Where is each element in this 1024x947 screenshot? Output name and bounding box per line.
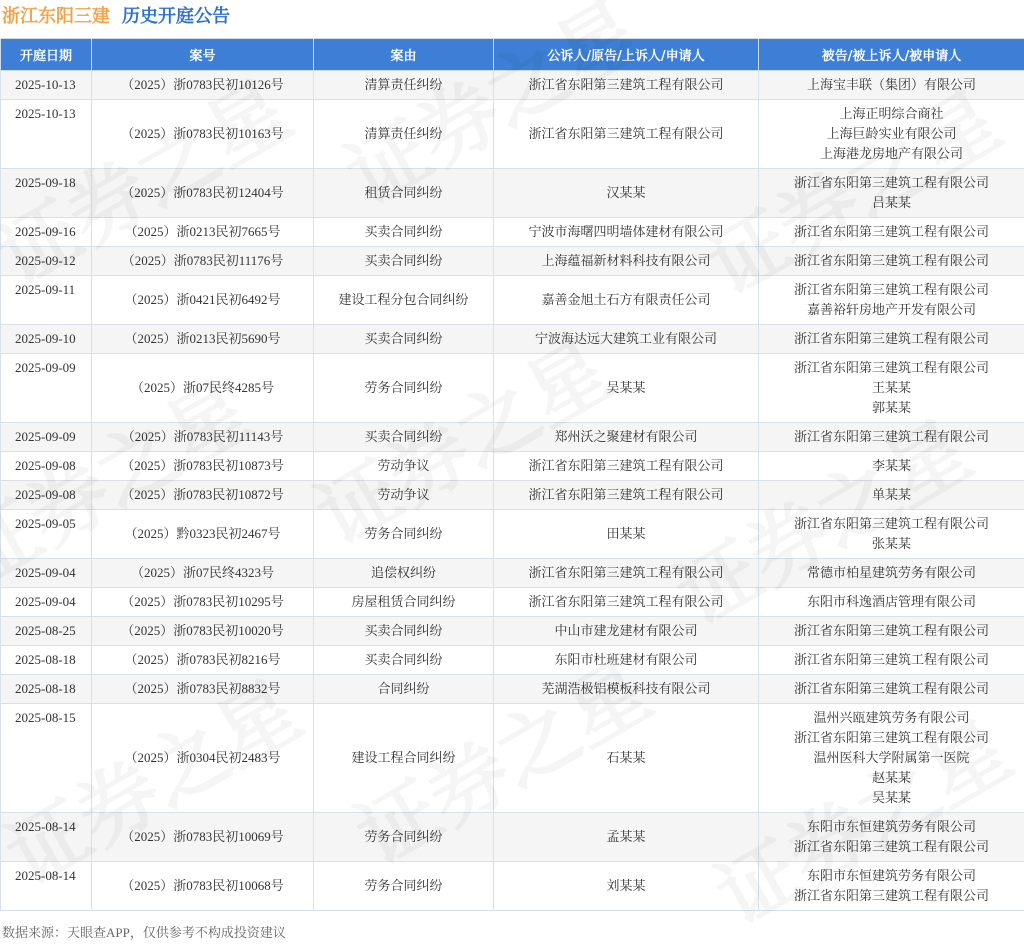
hearing-date: 2025-09-11	[1, 276, 92, 325]
defendant-name: 嘉善裕轩房地产开发有限公司	[761, 300, 1022, 320]
table-row	[1, 481, 1024, 510]
case-cause: 买卖合同纠纷	[314, 247, 494, 276]
defendants	[759, 276, 1024, 325]
case-cause: 买卖合同纠纷	[314, 218, 494, 247]
defendant-name: 东阳市东恒建筑劳务有限公司	[761, 817, 1022, 837]
hearing-date: 2025-08-14	[1, 862, 92, 911]
defendants	[759, 481, 1024, 510]
hearing-date: 2025-08-14	[1, 813, 92, 862]
defendant-name: 李某某	[761, 456, 1022, 476]
case-number: （2025）浙07民终4323号	[92, 559, 314, 588]
plaintiff: 汉某某	[494, 169, 759, 218]
defendant-name: 吴某某	[761, 788, 1022, 808]
plaintiff: 浙江省东阳第三建筑工程有限公司	[494, 452, 759, 481]
defendant-name: 浙江省东阳第三建筑工程有限公司	[761, 358, 1022, 378]
table-row	[1, 276, 1024, 325]
plaintiff: 上海蕴福新材料科技有限公司	[494, 247, 759, 276]
table-row	[1, 423, 1024, 452]
case-number: （2025）浙0421民初6492号	[92, 276, 314, 325]
plaintiff: 芜湖浩极铝模板科技有限公司	[494, 675, 759, 704]
table-row	[1, 675, 1024, 704]
plaintiff: 浙江省东阳第三建筑工程有限公司	[494, 588, 759, 617]
hearing-date: 2025-09-04	[1, 588, 92, 617]
hearing-date: 2025-09-08	[1, 481, 92, 510]
hearing-date: 2025-09-18	[1, 169, 92, 218]
defendants	[759, 510, 1024, 559]
defendants	[759, 813, 1024, 862]
defendants	[759, 71, 1024, 100]
table-row	[1, 813, 1024, 862]
case-cause: 劳务合同纠纷	[314, 354, 494, 423]
table-row	[1, 704, 1024, 813]
defendant-name: 常德市柏星建筑劳务有限公司	[761, 563, 1022, 583]
defendant-name: 郭某某	[761, 398, 1022, 418]
case-number: （2025）黔0323民初2467号	[92, 510, 314, 559]
defendant-name: 上海巨龄实业有限公司	[761, 124, 1022, 144]
hearing-table	[0, 38, 1024, 911]
defendants	[759, 325, 1024, 354]
hearing-date: 2025-10-13	[1, 71, 92, 100]
defendant-name: 浙江省东阳第三建筑工程有限公司	[761, 886, 1022, 906]
plaintiff: 嘉善金旭土石方有限责任公司	[494, 276, 759, 325]
defendant-name: 浙江省东阳第三建筑工程有限公司	[761, 837, 1022, 857]
table-row	[1, 218, 1024, 247]
table-row	[1, 646, 1024, 675]
case-cause: 劳动争议	[314, 481, 494, 510]
case-cause: 买卖合同纠纷	[314, 423, 494, 452]
plaintiff: 中山市建龙建材有限公司	[494, 617, 759, 646]
data-source-note: 数据来源：天眼查APP，仅供参考不构成投资建议	[2, 922, 286, 941]
case-number: （2025）浙0304民初2483号	[92, 704, 314, 813]
col-cause-header: 案由	[314, 39, 494, 71]
col-plaintiff-header: 公诉人/原告/上诉人/申请人	[494, 39, 759, 71]
defendants	[759, 862, 1024, 911]
case-number: （2025）浙0783民初11143号	[92, 423, 314, 452]
defendant-name: 浙江省东阳第三建筑工程有限公司	[761, 728, 1022, 748]
case-cause: 清算责任纠纷	[314, 100, 494, 169]
case-cause: 清算责任纠纷	[314, 71, 494, 100]
case-number: （2025）浙0783民初8832号	[92, 675, 314, 704]
defendants	[759, 423, 1024, 452]
hearing-date: 2025-08-25	[1, 617, 92, 646]
hearing-date: 2025-09-04	[1, 559, 92, 588]
defendants	[759, 100, 1024, 169]
defendant-name: 王某某	[761, 378, 1022, 398]
case-cause: 租赁合同纠纷	[314, 169, 494, 218]
case-cause: 追偿权纠纷	[314, 559, 494, 588]
defendant-name: 浙江省东阳第三建筑工程有限公司	[761, 251, 1022, 271]
defendant-name: 东阳市科逸酒店管理有限公司	[761, 592, 1022, 612]
hearing-date: 2025-09-08	[1, 452, 92, 481]
defendant-name: 温州医科大学附属第一医院	[761, 748, 1022, 768]
case-number: （2025）浙0213民初5690号	[92, 325, 314, 354]
case-number: （2025）浙0783民初8216号	[92, 646, 314, 675]
defendants	[759, 452, 1024, 481]
case-number: （2025）浙0783民初10068号	[92, 862, 314, 911]
plaintiff: 浙江省东阳第三建筑工程有限公司	[494, 71, 759, 100]
defendant-name: 浙江省东阳第三建筑工程有限公司	[761, 514, 1022, 534]
defendant-name: 上海港龙房地产有限公司	[761, 144, 1022, 164]
plaintiff: 石某某	[494, 704, 759, 813]
hearing-date: 2025-09-05	[1, 510, 92, 559]
case-number: （2025）浙0783民初10163号	[92, 100, 314, 169]
case-cause: 劳务合同纠纷	[314, 813, 494, 862]
table-row	[1, 588, 1024, 617]
case-number: （2025）浙0213民初7665号	[92, 218, 314, 247]
case-cause: 劳务合同纠纷	[314, 510, 494, 559]
case-number: （2025）浙07民终4285号	[92, 354, 314, 423]
case-cause: 买卖合同纠纷	[314, 646, 494, 675]
hearing-date: 2025-08-15	[1, 704, 92, 813]
plaintiff: 浙江省东阳第三建筑工程有限公司	[494, 559, 759, 588]
case-number: （2025）浙0783民初11176号	[92, 247, 314, 276]
plaintiff: 宁波海达远大建筑工业有限公司	[494, 325, 759, 354]
plaintiff: 浙江省东阳第三建筑工程有限公司	[494, 481, 759, 510]
table-row	[1, 100, 1024, 169]
defendants	[759, 169, 1024, 218]
defendant-name: 浙江省东阳第三建筑工程有限公司	[761, 427, 1022, 447]
defendants	[759, 617, 1024, 646]
hearing-date: 2025-08-18	[1, 675, 92, 704]
defendants	[759, 559, 1024, 588]
plaintiff: 宁波市海曙四明墙体建材有限公司	[494, 218, 759, 247]
defendants	[759, 218, 1024, 247]
plaintiff: 田某某	[494, 510, 759, 559]
plaintiff: 孟某某	[494, 813, 759, 862]
case-cause: 劳动争议	[314, 452, 494, 481]
defendant-name: 浙江省东阳第三建筑工程有限公司	[761, 679, 1022, 699]
case-number: （2025）浙0783民初10126号	[92, 71, 314, 100]
defendant-name: 浙江省东阳第三建筑工程有限公司	[761, 280, 1022, 300]
defendants	[759, 247, 1024, 276]
defendant-name: 浙江省东阳第三建筑工程有限公司	[761, 222, 1022, 242]
case-number: （2025）浙0783民初10872号	[92, 481, 314, 510]
plaintiff: 东阳市杜班建材有限公司	[494, 646, 759, 675]
hearing-date: 2025-09-12	[1, 247, 92, 276]
defendant-name: 赵某某	[761, 768, 1022, 788]
defendants	[759, 354, 1024, 423]
page-header	[0, 0, 1024, 30]
table-row	[1, 71, 1024, 100]
case-number: （2025）浙0783民初10069号	[92, 813, 314, 862]
case-number: （2025）浙0783民初10020号	[92, 617, 314, 646]
table-row	[1, 617, 1024, 646]
plaintiff: 刘某某	[494, 862, 759, 911]
defendant-name: 浙江省东阳第三建筑工程有限公司	[761, 650, 1022, 670]
case-cause: 房屋租赁合同纠纷	[314, 588, 494, 617]
hearing-date: 2025-09-10	[1, 325, 92, 354]
page-title: 历史开庭公告	[122, 2, 230, 28]
defendant-name: 温州兴瓯建筑劳务有限公司	[761, 708, 1022, 728]
table-row	[1, 354, 1024, 423]
col-date-header: 开庭日期	[1, 39, 92, 71]
plaintiff: 吴某某	[494, 354, 759, 423]
defendants	[759, 588, 1024, 617]
hearing-date: 2025-08-18	[1, 646, 92, 675]
table-body	[1, 71, 1024, 911]
defendants	[759, 646, 1024, 675]
plaintiff: 郑州沃之聚建材有限公司	[494, 423, 759, 452]
defendant-name: 吕某某	[761, 193, 1022, 213]
defendant-name: 浙江省东阳第三建筑工程有限公司	[761, 329, 1022, 349]
defendants	[759, 675, 1024, 704]
case-cause: 建设工程分包合同纠纷	[314, 276, 494, 325]
table-row	[1, 169, 1024, 218]
defendant-name: 东阳市东恒建筑劳务有限公司	[761, 866, 1022, 886]
case-cause: 劳务合同纠纷	[314, 862, 494, 911]
table-row	[1, 452, 1024, 481]
defendant-name: 上海宝丰联（集团）有限公司	[761, 75, 1022, 95]
case-number: （2025）浙0783民初10873号	[92, 452, 314, 481]
hearing-date: 2025-10-13	[1, 100, 92, 169]
defendant-name: 张某某	[761, 534, 1022, 554]
hearing-date: 2025-09-09	[1, 354, 92, 423]
defendants	[759, 704, 1024, 813]
case-cause: 买卖合同纠纷	[314, 617, 494, 646]
case-number: （2025）浙0783民初12404号	[92, 169, 314, 218]
case-cause: 建设工程合同纠纷	[314, 704, 494, 813]
company-name: 浙江东阳三建	[2, 2, 110, 28]
case-cause: 买卖合同纠纷	[314, 325, 494, 354]
table-row	[1, 325, 1024, 354]
table-row	[1, 862, 1024, 911]
table-row	[1, 559, 1024, 588]
defendant-name: 浙江省东阳第三建筑工程有限公司	[761, 621, 1022, 641]
col-defendant-header: 被告/被上诉人/被申请人	[759, 39, 1024, 71]
table-row	[1, 510, 1024, 559]
table-row	[1, 247, 1024, 276]
hearing-date: 2025-09-09	[1, 423, 92, 452]
hearing-date: 2025-09-16	[1, 218, 92, 247]
plaintiff: 浙江省东阳第三建筑工程有限公司	[494, 100, 759, 169]
defendant-name: 浙江省东阳第三建筑工程有限公司	[761, 173, 1022, 193]
defendant-name: 单某某	[761, 485, 1022, 505]
defendant-name: 上海正明综合商社	[761, 104, 1022, 124]
case-cause: 合同纠纷	[314, 675, 494, 704]
case-number: （2025）浙0783民初10295号	[92, 588, 314, 617]
table-header-row	[1, 39, 1024, 71]
col-case-no-header: 案号	[92, 39, 314, 71]
